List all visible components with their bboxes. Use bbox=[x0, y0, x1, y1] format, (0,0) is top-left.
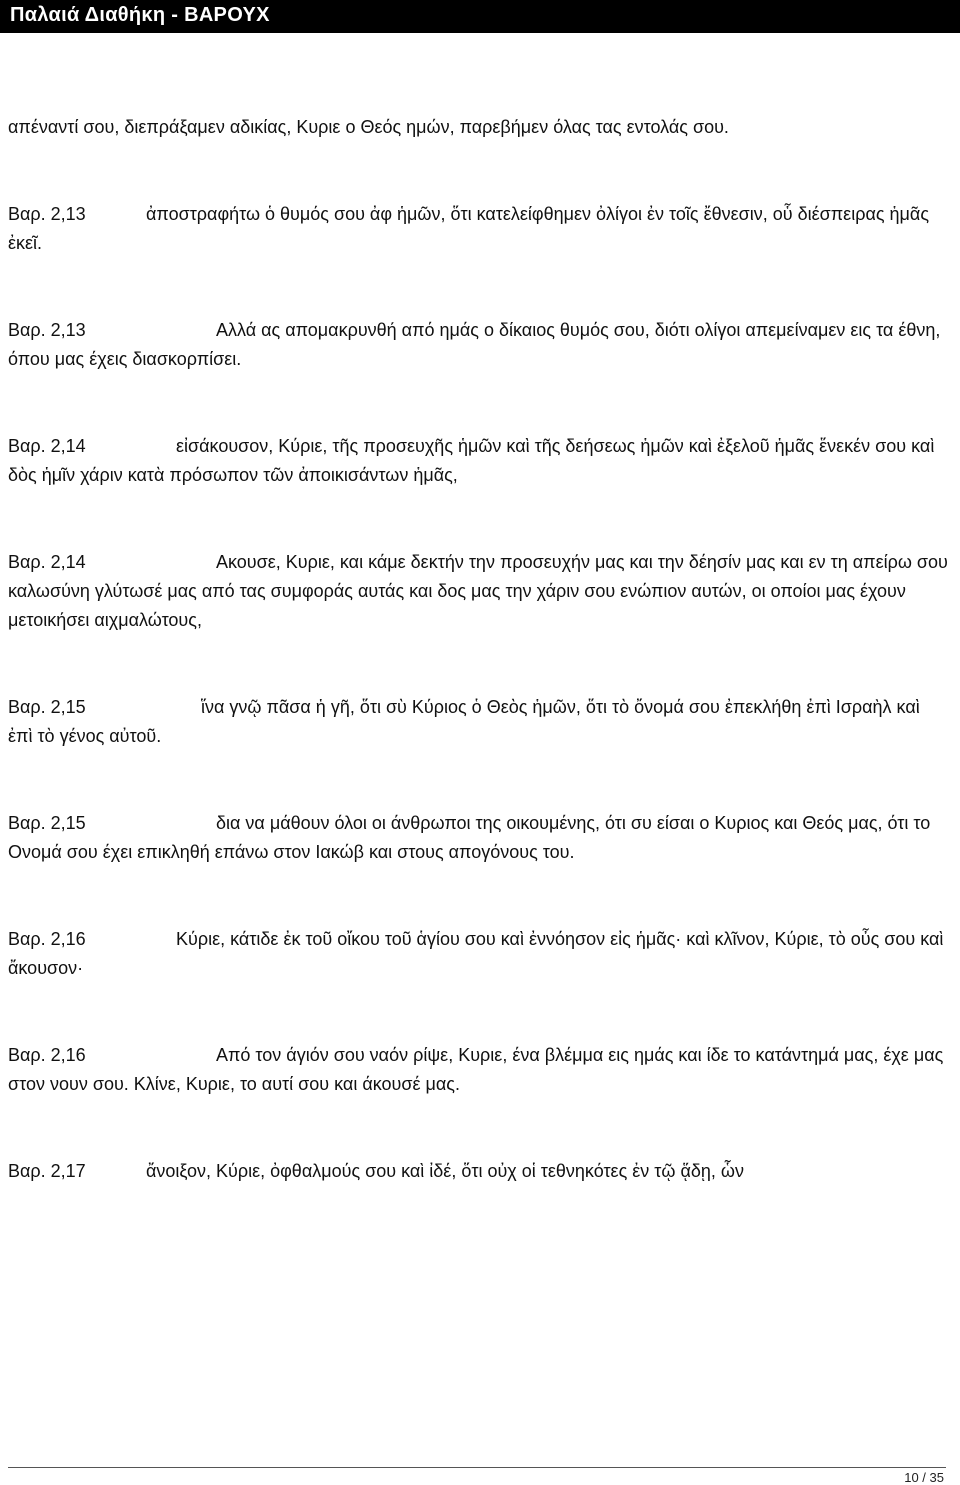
verse-greek bbox=[8, 200, 948, 258]
document-body bbox=[8, 113, 948, 1186]
verse-text: ἀποστραφήτω ὁ θυμός σου ἀφ ἡμῶν, ὅτι κατελείφθημεν ὀλίγοι ἐν τοῖς ἔθνεσιν, οὗ διέσπειρας ἡμᾶς ἐκεῖ. bbox=[8, 204, 929, 253]
footer-divider bbox=[8, 1467, 946, 1468]
verse-text: ἄνοιξον, Κύριε, ὀφθαλμούς σου καὶ ἰδέ, ὅτι οὐχ οἱ τεθνηκότες ἐν τῷ ᾅδῃ, ὧν bbox=[146, 1161, 744, 1181]
verse-ref: Βαρ. 2,15 bbox=[8, 697, 86, 717]
verse-text: Κύριε, κάτιδε ἐκ τοῦ οἴκου τοῦ ἁγίου σου καὶ ἐννόησον εἰς ἡμᾶς· καὶ κλῖνον, Κύριε, τὸ οὖς σου καὶ ἄκουσον· bbox=[8, 929, 944, 978]
verse-ref: Βαρ. 2,13 bbox=[8, 204, 86, 224]
verse-text: Αλλά ας απομακρυνθή από ημάς ο δίκαιος θυμός σου, διότι ολίγοι απεμείναμεν εις τα έθνη, όπου μας έχεις διασκορπίσει. bbox=[8, 320, 941, 369]
verse-text: Ακουσε, Κυριε, και κάμε δεκτήν την προσευχήν μας και την δέησίν μας και εν τη απείρω σου καλωσύνη γλύτωσέ μας από τας συμφοράς αυτάς και δος μας την χάριν σου ενώπιον αυτών, οι οποίοι μας έχουν μετοικήσει αιχμαλώτους, bbox=[8, 552, 948, 630]
verse-text: εἰσάκουσον, Κύριε, τῆς προσευχῆς ἡμῶν καὶ τῆς δεήσεως ἡμῶν καὶ ἐξελοῦ ἡμᾶς ἕνεκέν σου καὶ δὸς ἡμῖν χάριν κατὰ πρόσωπον τῶν ἀποικισάντων ἡμᾶς, bbox=[8, 436, 935, 485]
verse-greek bbox=[8, 1157, 948, 1186]
verse-modern bbox=[8, 548, 948, 635]
verse-greek bbox=[8, 693, 948, 751]
paragraph-text: απέναντί σου, διεπράξαμεν αδικίας, Κυριε ο Θεός ημών, παρεβήμεν όλας τας εντολάς σου. bbox=[8, 117, 729, 137]
verse-ref: Βαρ. 2,16 bbox=[8, 1045, 86, 1065]
verse-greek bbox=[8, 925, 948, 983]
verse-ref: Βαρ. 2,16 bbox=[8, 929, 86, 949]
verse-modern bbox=[8, 316, 948, 374]
verse-ref: Βαρ. 2,17 bbox=[8, 1161, 86, 1181]
verse-ref: Βαρ. 2,13 bbox=[8, 320, 86, 340]
page-number: 10 / 35 bbox=[904, 1470, 944, 1485]
verse-ref: Βαρ. 2,15 bbox=[8, 813, 86, 833]
verse-ref: Βαρ. 2,14 bbox=[8, 552, 86, 572]
paragraph-continuation bbox=[8, 113, 948, 142]
verse-greek bbox=[8, 432, 948, 490]
verse-text: δια να μάθουν όλοι οι άνθρωποι της οικουμένης, ότι συ είσαι ο Κυριος και Θεός μας, ότι το Ονομά σου έχει επικληθή επάνω στον Ιακώβ και στους απογόνους του. bbox=[8, 813, 931, 862]
verse-modern bbox=[8, 1041, 948, 1099]
verse-modern bbox=[8, 809, 948, 867]
verse-text: ἵνα γνῷ πᾶσα ἡ γῆ, ὅτι σὺ Κύριος ὁ Θεὸς ἡμῶν, ὅτι τὸ ὄνομά σου ἐπεκλήθη ἐπὶ Ισραὴλ καὶ ἐπὶ τὸ γένος αὐτοῦ. bbox=[8, 697, 920, 746]
verse-text: Από τον άγιόν σου ναόν ρίψε, Κυριε, ένα βλέμμα εις ημάς και ίδε το κατάντημά μας, έχε μας στον νουν σου. Κλίνε, Κυριε, το αυτί σου και άκουσέ μας. bbox=[8, 1045, 944, 1094]
document-header-bar bbox=[0, 0, 960, 33]
document-title: Παλαιά Διαθήκη - ΒΑΡΟΥΧ bbox=[10, 4, 270, 26]
verse-ref: Βαρ. 2,14 bbox=[8, 436, 86, 456]
